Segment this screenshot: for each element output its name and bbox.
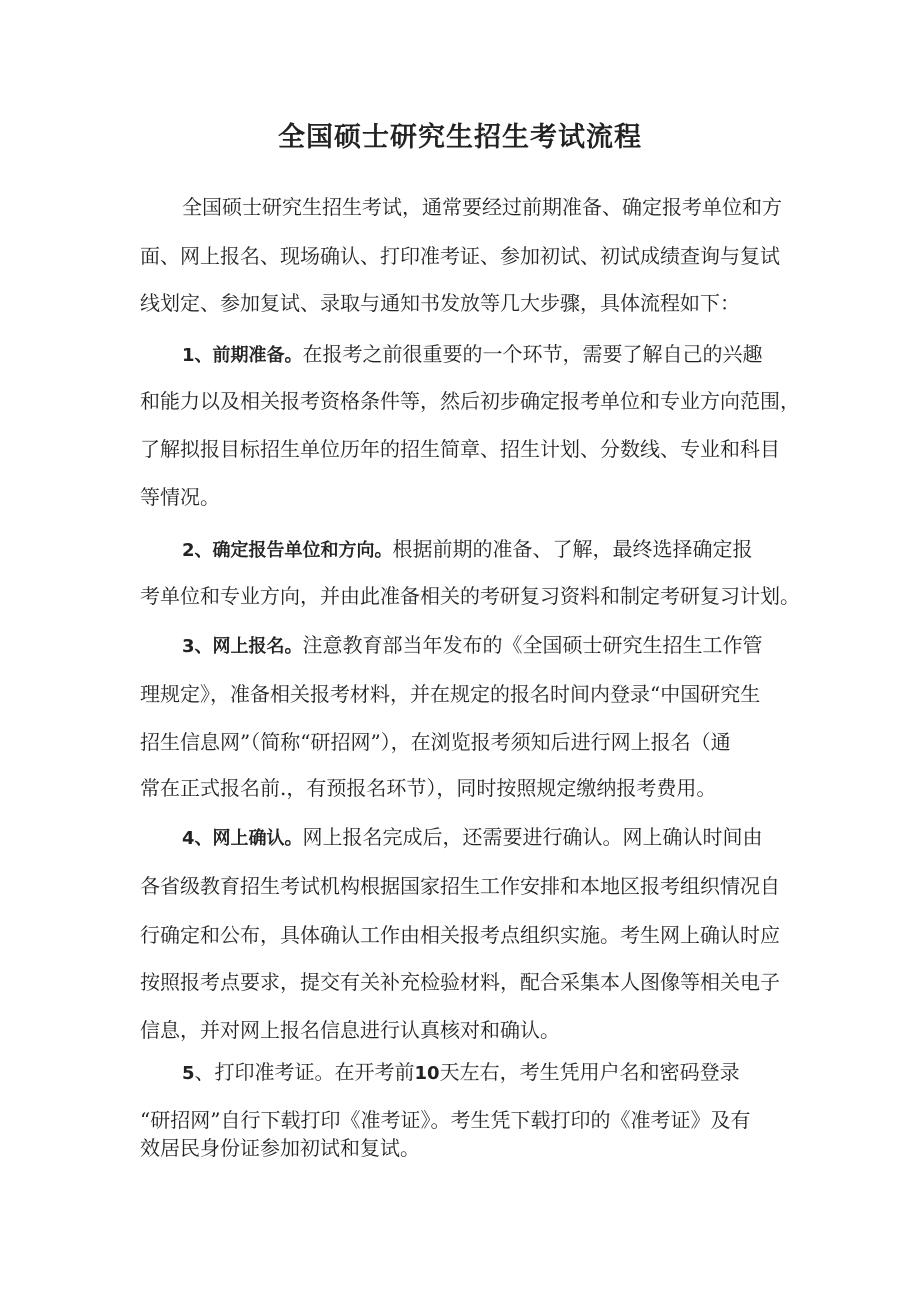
step3-line-1: 注意教育部当年发布的《全国硕士研究生招生工作管	[302, 633, 763, 657]
step4-line-2: 各省级教育招生考试机构根据国家招生工作安排和本地区报考组织情况自	[140, 874, 780, 898]
step5-line-2: “研招网”自行下载打印《准考证》。考生凭下载打印的《准考证》及有	[140, 1108, 751, 1132]
intro-line-3: 线划定、参加复试、录取与通知书发放等几大步骤，具体流程如下：	[140, 291, 740, 315]
step4-line-1: 网上报名完成后，还需要进行确认。网上确认时间由	[302, 825, 763, 849]
step1-line-3: 了解拟报目标招生单位历年的招生简章、招生计划、分数线、专业和科目	[140, 437, 780, 461]
step2-heading: 2、确定报告单位和方向。	[182, 540, 393, 561]
step3-paragraph-start	[182, 630, 763, 662]
step5-number: 5	[182, 1063, 195, 1084]
intro-line-2: 面、网上报名、现场确认、打印准考证、参加初试、初试成绩查询与复试	[140, 244, 780, 268]
step1-line-1: 在报考之前很重要的一个环节，需要了解自己的兴趣	[302, 342, 763, 366]
step5-line-3: 效居民身份证参加初试和复试。	[140, 1136, 420, 1160]
step1-line-2: 和能力以及相关报考资格条件等，然后初步确定报考单位和专业方向范围，	[140, 389, 800, 413]
intro-line-1: 全国硕士研究生招生考试，通常要经过前期准备、确定报考单位和方	[182, 195, 782, 219]
step5-days: 10	[414, 1063, 440, 1084]
step2-paragraph-start	[182, 534, 753, 566]
step1-heading: 1、前期准备。	[182, 345, 303, 366]
step5-text-a: 、打印准考证。在开考前	[194, 1060, 415, 1084]
document-title: 全国硕士研究生招生考试流程	[278, 122, 642, 153]
step1-paragraph-start	[182, 339, 763, 371]
step3-heading: 3、网上报名。	[182, 636, 303, 657]
step5-text-b: 天左右，考生凭用户名和密码登录	[439, 1060, 740, 1084]
step4-line-5: 信息，并对网上报名信息进行认真核对和确认。	[140, 1018, 560, 1042]
step4-paragraph-start	[182, 822, 763, 854]
step2-line-1: 根据前期的准备、了解，最终选择确定报	[392, 537, 753, 561]
step3-line-2: 理规定》，准备相关报考材料，并在规定的报名时间内登录“中国研究生	[140, 682, 761, 706]
step3-line-4: 常在正式报名前.，有预报名环节），同时按照规定缴纳报考费用。	[140, 776, 717, 800]
step2-line-2: 考单位和专业方向，并由此准备相关的考研复习资料和制定考研复习计划。	[140, 584, 800, 608]
step5-paragraph-start	[182, 1057, 740, 1089]
step1-line-4: 等情况。	[140, 485, 220, 509]
step3-line-3: 招生信息网”（简称“研招网”），在浏览报考须知后进行网上报名（通	[140, 730, 731, 754]
step4-heading: 4、网上确认。	[182, 828, 303, 849]
step4-line-4: 按照报考点要求，提交有关补充检验材料，配合采集本人图像等相关电子	[140, 970, 780, 994]
step4-line-3: 行确定和公布，具体确认工作由相关报考点组织实施。考生网上确认时应	[140, 923, 780, 947]
